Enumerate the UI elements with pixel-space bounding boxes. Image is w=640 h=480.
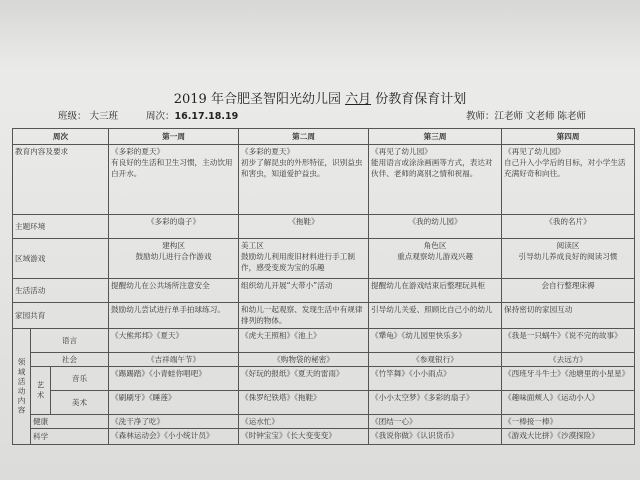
area-label: 区域游戏	[13, 239, 109, 279]
language-cell: 《大熊邦邦》《夏天》	[109, 329, 239, 353]
society-cell: 《购物袋的秘密》	[239, 353, 369, 367]
title-suffix: 份教育保育计划	[371, 92, 467, 107]
language-cell: 《我是一只蜗牛》《说不完的故事》	[502, 329, 635, 353]
week-info	[146, 108, 238, 122]
society-row	[13, 353, 635, 367]
paper-shadow	[0, 0, 640, 70]
language-label: 语言	[31, 329, 109, 353]
title-prefix: 2019 年合肥圣智阳光幼儿园	[173, 92, 346, 107]
language-row	[13, 329, 635, 353]
title-month: 六月	[345, 92, 372, 107]
health-cell: 《一棒接一棒》	[502, 415, 635, 429]
language-cell: 《虎大王照相》《池上》	[239, 329, 369, 353]
music-label: 音乐	[51, 367, 109, 391]
life-label: 生活活动	[13, 279, 109, 303]
family-cell: 和幼儿一起观察、发现生活中有规律排列的物体。	[239, 303, 369, 329]
week-label: 周次：	[146, 111, 175, 122]
fineart-cell: 《侏罗纪铁塔》《拖鞋》	[239, 391, 369, 415]
health-cell: 《洗干净了吃》	[109, 415, 239, 429]
fineart-label: 美术	[51, 391, 109, 415]
society-cell: 《去远方》	[502, 353, 635, 367]
life-cell: 提醒幼儿在公共场所注意安全	[109, 279, 239, 303]
music-cell: 《踢踢踏》《小青蛙你唱吧》	[109, 367, 239, 391]
area-row	[13, 239, 635, 279]
domain-label: 领域活动内容	[13, 329, 31, 445]
science-cell: 《森林运动会》《小小统计员》	[109, 429, 239, 445]
week-value: 16.17.18.19	[174, 111, 239, 122]
society-cell: 《参观银行》	[369, 353, 502, 367]
language-cell: 《犟龟》《幼儿园里快乐多》	[369, 329, 502, 353]
family-row	[13, 303, 635, 329]
header-week1: 第一周	[109, 129, 239, 145]
goals-label: 教育内容及要求	[13, 145, 109, 215]
family-cell: 鼓励幼儿尝试进行单手拍球练习。	[109, 303, 239, 329]
area-cell: 建构区 鼓励幼儿进行合作游戏	[109, 239, 239, 279]
family-cell: 保持密切的家园互动	[502, 303, 635, 329]
science-cell: 《时钟宝宝》《长大变变变》	[239, 429, 369, 445]
society-label: 社会	[31, 353, 109, 367]
health-label: 健康	[31, 415, 109, 429]
goals-cell: 《多彩的夏天》 有良好的生活和卫生习惯，主动饮用白开水。	[109, 145, 239, 215]
life-cell: 提醒幼儿在游戏结束后整理玩具柜	[369, 279, 502, 303]
plan-title	[0, 88, 640, 107]
society-cell: 《吉祥端午节》	[109, 353, 239, 367]
theme-row	[13, 215, 635, 239]
theme-cell: 《我的幼儿园》	[369, 215, 502, 239]
teacher-info	[466, 108, 586, 122]
music-cell: 《好玩的报纸》《夏天的雷雨》	[239, 367, 369, 391]
life-cell: 会自行整理床褥	[502, 279, 635, 303]
goals-cell: 《再见了幼儿园》 能用语言或涂涂画画等方式，表达对伙伴、老师的离别之情和祝福。	[369, 145, 502, 215]
health-cell: 《团结一心》	[369, 415, 502, 429]
health-cell: 《运水忙》	[239, 415, 369, 429]
class-info	[58, 108, 118, 122]
header-week4: 第四周	[502, 129, 635, 145]
health-row	[13, 415, 635, 429]
music-cell: 《西班牙斗牛士》《池塘里的小星星》	[502, 367, 635, 391]
fineart-cell: 《趣味面颊人》《运动小人》	[502, 391, 635, 415]
art-label: 艺术	[31, 367, 51, 415]
science-label: 科学	[31, 429, 109, 445]
family-label: 家园共育	[13, 303, 109, 329]
teacher-label: 教师：	[466, 111, 495, 122]
class-value: 大三班	[89, 111, 119, 122]
area-cell: 美工区 鼓励幼儿利用废旧材料进行手工制作，感受变废为宝的乐趣	[239, 239, 369, 279]
plan-table	[12, 128, 635, 445]
class-label: 班级：	[58, 111, 87, 122]
goals-row	[13, 145, 635, 215]
area-cell: 阅读区 引导幼儿养成良好的阅读习惯	[502, 239, 635, 279]
life-row	[13, 279, 635, 303]
science-cell: 《我说你做》《认识货币》	[369, 429, 502, 445]
fineart-row	[13, 391, 635, 415]
fineart-cell: 《刷刷牙》《睡莲》	[109, 391, 239, 415]
header-row	[13, 129, 635, 145]
goals-cell: 《再见了幼儿园》 自己升入小学后的目标，对小学生活充满好奇和向往。	[502, 145, 635, 215]
theme-cell: 《多彩的扇子》	[109, 215, 239, 239]
header-week3: 第三周	[369, 129, 502, 145]
theme-label: 主题环境	[13, 215, 109, 239]
header-week2: 第二周	[239, 129, 369, 145]
header-week: 周次	[13, 129, 109, 145]
science-row	[13, 429, 635, 445]
area-cell: 角色区 重点观察幼儿游戏兴趣	[369, 239, 502, 279]
life-cell: 组织幼儿开展“大带小”活动	[239, 279, 369, 303]
music-cell: 《竹竿舞》《小小雨点》	[369, 367, 502, 391]
teacher-names: 江老师 文老师 陈老师	[494, 111, 587, 122]
music-row	[13, 367, 635, 391]
fineart-cell: 《小小太空梦》《多彩的扇子》	[369, 391, 502, 415]
goals-cell: 《多彩的夏天》 初步了解昆虫的外形特征，识别益虫和害虫，知道爱护益虫。	[239, 145, 369, 215]
family-cell: 引导幼儿关爱、照顾比自己小的幼儿	[369, 303, 502, 329]
theme-cell: 《拖鞋》	[239, 215, 369, 239]
theme-cell: 《我的名片》	[502, 215, 635, 239]
science-cell: 《游戏大比拼》《沙漠探险》	[502, 429, 635, 445]
